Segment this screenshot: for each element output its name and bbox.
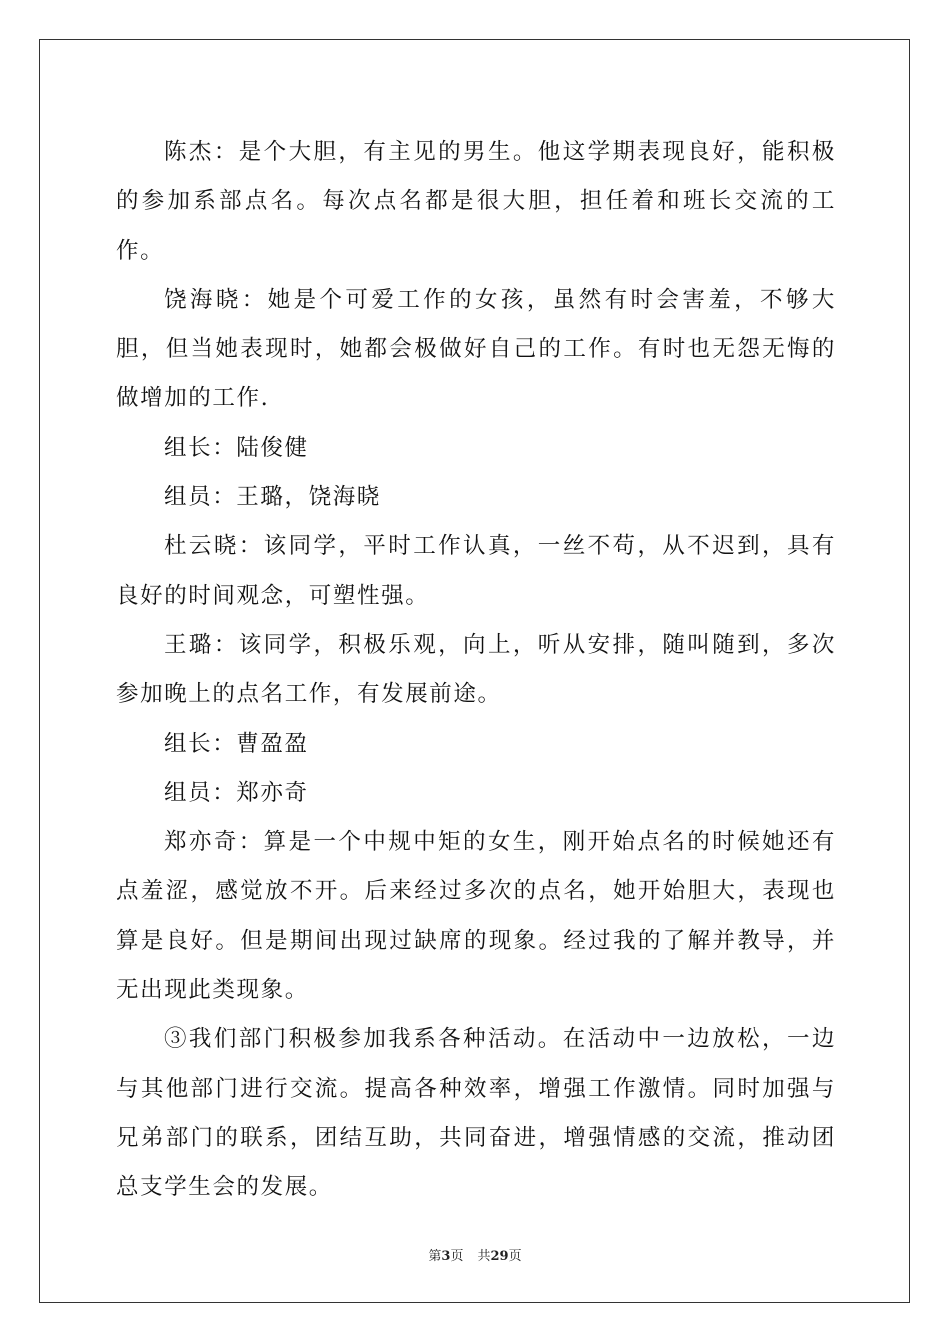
total-prefix: 共 <box>477 1249 491 1264</box>
paragraph-zheng-yiqi: 郑亦奇：算是一个中规中矩的女生，刚开始点名的时候她还有点羞涩，感觉放不开。后来经过多次的点名，她开始胆大，表现也算是良好。但是期间出现过缺席的现象。经过我的了解并教导，并无出现此类现象。 <box>116 829 836 1004</box>
total-pages: 29 <box>490 1249 509 1264</box>
paragraph-wang-lu: 王璐：该同学，积极乐观，向上，听从安排，随叫随到，多次参加晚上的点名工作，有发展前途。 <box>116 631 836 708</box>
paragraph-du-yunxiao: 杜云晓：该同学，平时工作认真，一丝不苟，从不迟到，具有良好的时间观念，可塑性强。 <box>116 533 836 609</box>
group-members-2: 组员：郑亦奇 <box>164 779 309 806</box>
total-suffix: 页 <box>508 1249 522 1264</box>
page-suffix: 页 <box>450 1249 464 1264</box>
paragraph-chen-jie: 陈杰：是个大胆，有主见的男生。他这学期表现良好，能积极的参加系部点名。每次点名都是很大胆，担任着和班长交流的工作。 <box>116 139 836 264</box>
page-footer <box>0 1249 950 1265</box>
group-leader-2: 组长：曹盈盈 <box>164 730 309 757</box>
group-leader-1: 组长：陆俊健 <box>164 434 309 461</box>
page-prefix: 第 <box>428 1249 442 1264</box>
paragraph-rao-haixiao: 饶海晓：她是个可爱工作的女孩，虽然有时会害羞，不够大胆，但当她表现时，她都会极做好自己的工作。有时也无怨无悔的做增加的工作. <box>116 286 836 412</box>
page-number: 3 <box>441 1249 451 1264</box>
document-body <box>116 128 836 1213</box>
group-members-1: 组员：王璐，饶海晓 <box>164 484 381 511</box>
paragraph-department-activities: ③我们部门积极参加我系各种活动。在活动中一边放松，一边与其他部门进行交流。提高各种效率，增强工作激情。同时加强与兄弟部门的联系，团结互助，共同奋进，增强情感的交流，推动团总支学生会的发展。 <box>116 1026 836 1201</box>
